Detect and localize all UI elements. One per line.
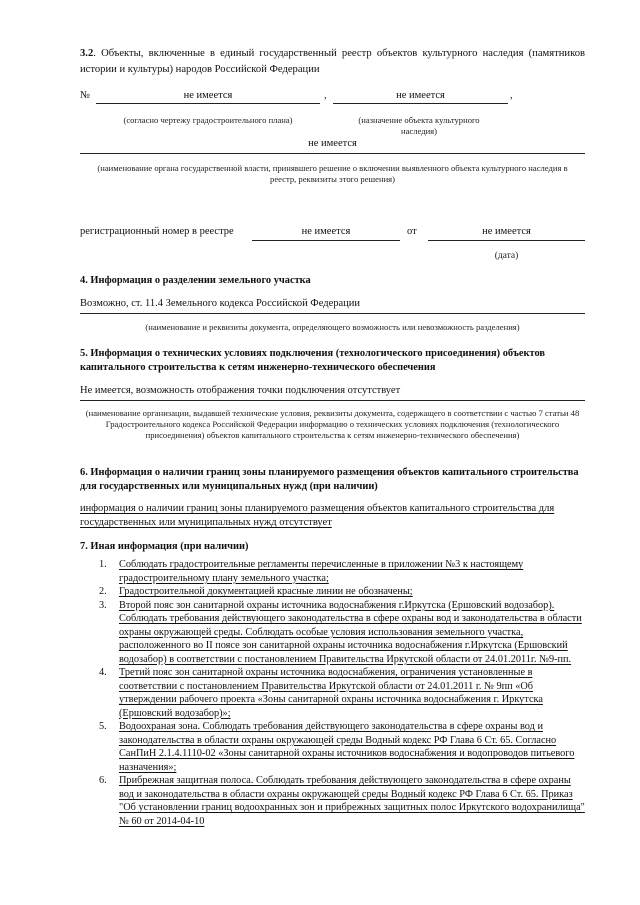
comma-separator: , — [510, 90, 513, 101]
list-item: 3. Второй пояс зон санитарной охраны источника водоснабжения г.Иркутска (Ершовский водозабор). Соблюдать требования действующего законодательства в сфере охраны вод и законодательства в области охраны окружающей среды. Соблюдать особые условия использования земельного участка, расположенного во II поясе зон санитарной охраны источника водоснабжения г.Иркутска (Ершовский водозабор) в соответствии с постановлением Правительства Иркутской области от 24.01.2011г. №9-пп. — [99, 599, 582, 665]
list-item: 5. Водоохраная зона. Соблюдать требования действующего законодательства в сфере охраны вод и законодательства в области охраны окружающей среды Водный кодекс РФ Глава 6 Ст. 65. Согласно СанПиН 2.1.4.1110-02 «Зоны санитарной охраны источников водоснабжения и водопроводов питьевого назначения»; — [99, 721, 575, 773]
list-item: 1. Соблюдать градостроительные регламенты перечисленные в приложении №3 к настоящему градостроительному плану земельного участка; — [99, 559, 524, 584]
registry-date-field: не имеется — [428, 225, 585, 241]
section-7-heading: 7. Иная информация (при наличии) — [80, 541, 249, 552]
comma-separator: , — [324, 90, 327, 101]
caption-plan: (согласно чертежу градостроительного плана) — [123, 115, 293, 125]
list-item: 6. Прибрежная защитная полоса. Соблюдать требования действующего законодательства в сфере охраны вод и законодательства в области охраны окружающей среды Водный кодекс РФ Глава 6 Ст. 65. Приказ "Об установлении границ водоохранных зон и прибрежных защитных полос Иркутского водохранилища" № 60 от 2014-04-10 — [99, 775, 585, 827]
caption-section-4: (наименование и реквизиты документа, определяющего возможность или невозможность разделения) — [145, 322, 520, 332]
section-7-list — [80, 558, 585, 828]
section-5-heading: 5. Информация о технических условиях подключения (технологического присоединения) объектов капитального строительства к сетям инженерно-технического обеспечения — [80, 348, 546, 373]
caption-object-purpose: (назначение объекта культурного наследия) — [358, 115, 480, 136]
section-6-heading: 6. Информация о наличии границ зоны планируемого размещения объектов капитального строительства для государственных или муниципальных нужд (при наличии) — [80, 467, 579, 492]
caption-date: (дата) — [494, 251, 519, 261]
registry-number-field: не имеется — [252, 225, 400, 241]
caption-authority: (наименование органа государственной власти, принявшего решение о включении выявленного объекта культурного наследия в реестр, реквизиты этого решения) — [97, 163, 568, 184]
registry-label: регистрационный номер в реестре — [80, 226, 234, 237]
authority-field: не имеется — [80, 137, 585, 154]
section-4-heading: 4. Информация о разделении земельного участка — [80, 275, 311, 286]
list-item: 4. Третий пояс зон санитарной охраны источника водоснабжения, ограничения установленные в соответствии с постановлением Правительства Иркутской области от 24.01.2011 г. № 9пп «Об утверждении рабочего проекта «Зоны санитарной охраны источника водоснабжения г. Иркутска (Ершовский водозабор)»; — [99, 667, 543, 719]
section-5-value: Не имеется, возможность отображения точки подключения отсутствует — [80, 384, 585, 401]
section-3-2-text: . Объекты, включенные в единый государственный реестр объектов культурного наследия (памятников истории и культуры) народов Российской Федерации — [80, 48, 585, 75]
list-item: 2. Градостроительной документацией красные линии не обозначены; — [99, 586, 413, 597]
caption-section-5: (наименование организации, выдавшей технические условия, реквизиты документа, содержащего в соответствии с частью 7 статьи 48 Градостроительного кодекса Российской Федерации информацию о технических условиях подключения (технологического присоединения) объектов капитального строительства к сетям инженерно-технического обеспечения) — [85, 408, 580, 440]
object-number-field: не имеется — [96, 89, 320, 104]
number-sign: № — [80, 90, 91, 101]
section-6-value: информация о наличии границ зоны планируемого размещения объектов капитального строительства для государственных или муниципальных нужд отсутствует — [80, 503, 555, 528]
object-name-field: не имеется — [333, 89, 508, 104]
section-3-2-number: 3.2 — [80, 48, 94, 59]
section-3-2-paragraph — [80, 46, 585, 78]
registry-from-label: от — [407, 226, 417, 237]
section-4-value: Возможно, ст. 11.4 Земельного кодекса Российской Федерации — [80, 297, 585, 314]
